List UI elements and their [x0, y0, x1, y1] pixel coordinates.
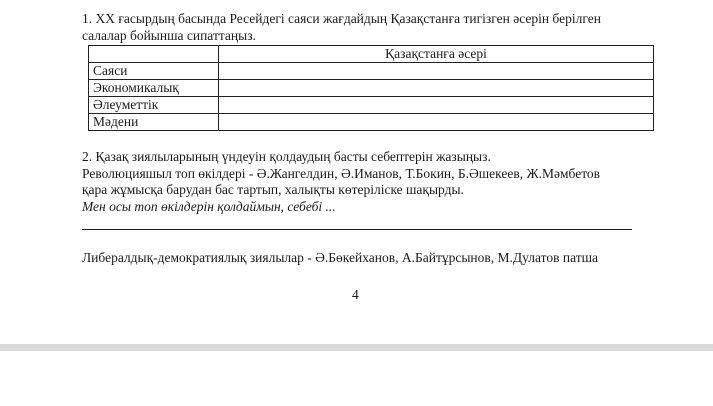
liberal-intelligentsia-text: Либералдық-демократиялық зиялылар - Ә.Бөкейханов, А.Байтұрсынов, М.Дулатов патша	[82, 250, 599, 265]
row-value-political	[219, 63, 654, 80]
question-2-text-line-3: қара жұмысқа барудан бас тартып, халықты көтерілiске шақырды.	[82, 182, 464, 197]
table-row	[89, 80, 654, 97]
question-2-prompt: Мен осы топ өкілдерін қолдаймын, себебі ...	[82, 199, 336, 214]
row-label-social: Әлеуметтік	[89, 97, 219, 114]
row-value-social	[219, 97, 654, 114]
row-value-economic	[219, 80, 654, 97]
table-header-impact: Қазақстанға әсері	[219, 46, 654, 63]
row-label-political: Саяси	[89, 63, 219, 80]
question-1-text-line-1: 1. XX ғасырдың басында Ресейдегі саяси жағдайдың Қазақстанға тигізген әсерін берілген	[82, 11, 601, 26]
table-row	[89, 114, 654, 131]
table-row	[89, 97, 654, 114]
next-page-area	[0, 351, 713, 406]
page-separator	[0, 344, 713, 351]
question-1-text-line-2: салалар бойынша сипаттаңыз.	[82, 28, 256, 43]
question-2-text-line-2: Революцияшыл топ өкілдері - Ә.Жангелдин, Ә.Иманов, Т.Бокин, Б.Әшекеев, Ж.Мәмбетов	[82, 166, 601, 181]
row-value-cultural	[219, 114, 654, 131]
row-label-cultural: Мәдени	[89, 114, 219, 131]
impact-table	[88, 45, 654, 131]
table-header-empty-cell	[89, 46, 219, 63]
question-2-title: 2. Қазақ зиялыларының үндеуін қолдаудың басты себептерін жазыңыз.	[82, 149, 491, 164]
table-row	[89, 63, 654, 80]
table-header-row	[89, 46, 654, 63]
page-number: 4	[352, 287, 359, 302]
row-label-economic: Экономикалық	[89, 80, 219, 97]
answer-line	[82, 229, 632, 230]
